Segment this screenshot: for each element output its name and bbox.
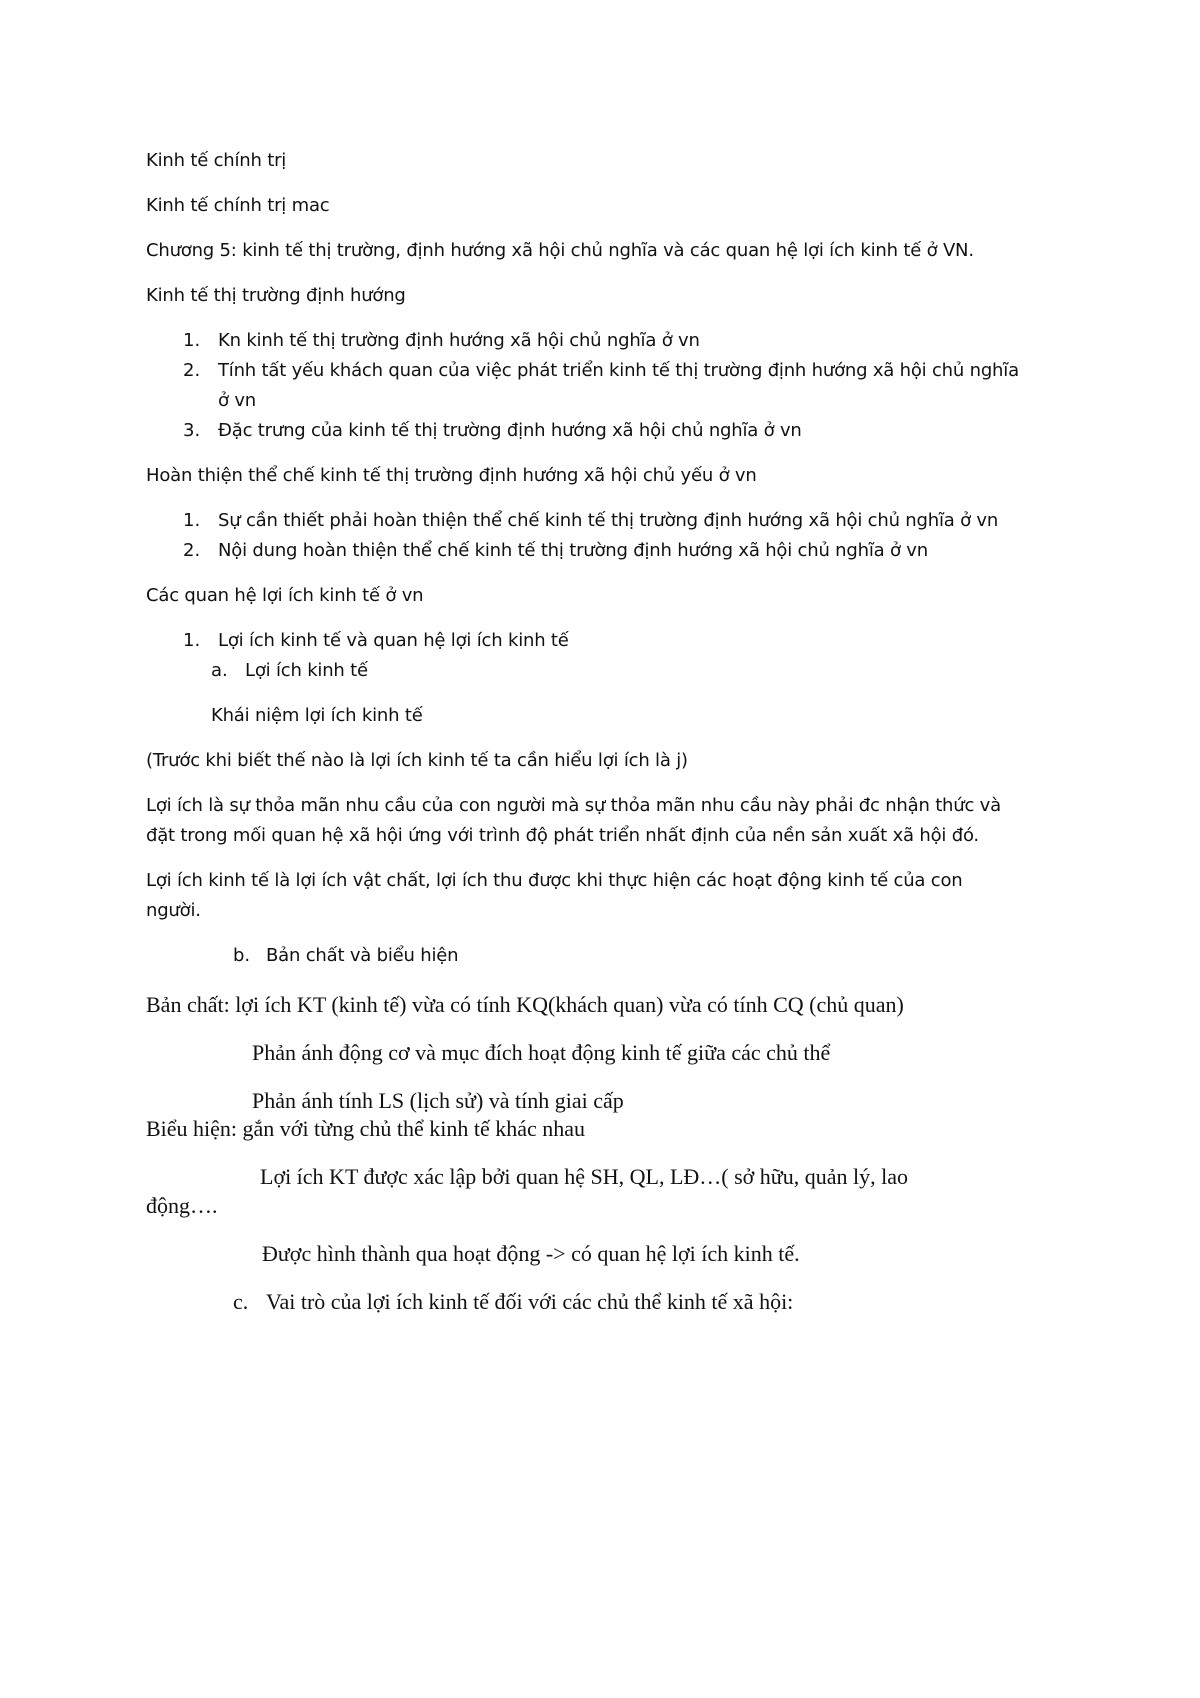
list-number: 1. (183, 330, 201, 351)
definition-line: người. (146, 900, 201, 921)
list-number: 2. (183, 360, 201, 381)
definition-line: Lợi ích là sự thỏa mãn nhu cầu của con người mà sự thỏa mãn nhu cầu này phải đc nhận thức và (146, 795, 1001, 816)
sub-list-item: Lợi ích kinh tế (245, 660, 368, 681)
list-number: 2. (183, 540, 201, 561)
list-item-continuation: ở vn (218, 390, 256, 411)
section-heading-interests: Các quan hệ lợi ích kinh tế ở vn (146, 585, 424, 606)
chapter-heading: Chương 5: kinh tế thị trường, định hướng xã hội chủ nghĩa và các quan hệ lợi ích kinh tế ở VN. (146, 240, 974, 261)
list-item: Tính tất yếu khách quan của việc phát triển kinh tế thị trường định hướng xã hội chủ nghĩa (218, 360, 1019, 381)
list-item: Kn kinh tế thị trường định hướng xã hội chủ nghĩa ở vn (218, 330, 700, 351)
section-heading-institutions: Hoàn thiện thể chế kinh tế thị trường định hướng xã hội chủ yếu ở vn (146, 465, 757, 486)
list-letter: b. (233, 945, 251, 966)
doc-subtitle: Kinh tế chính trị mac (146, 195, 330, 216)
section-heading-market: Kinh tế thị trường định hướng (146, 285, 406, 306)
list-number: 1. (183, 510, 201, 531)
expression-line: Lợi ích KT được xác lập bởi quan hệ SH, QL, LĐ…( sở hữu, quản lý, lao (260, 1164, 908, 1189)
list-item: Đặc trưng của kinh tế thị trường định hướng xã hội chủ nghĩa ở vn (218, 420, 802, 441)
definition-line: Lợi ích kinh tế là lợi ích vật chất, lợi ích thu được khi thực hiện các hoạt động kinh tế của con (146, 870, 963, 891)
list-number: 1. (183, 630, 201, 651)
concept-line: Khái niệm lợi ích kinh tế (211, 705, 423, 726)
list-letter: c. (233, 1289, 249, 1314)
nature-line: Bản chất: lợi ích KT (kinh tế) vừa có tính KQ(khách quan) vừa có tính CQ (chủ quan) (146, 992, 904, 1017)
note-line: (Trước khi biết thế nào là lợi ích kinh tế ta cần hiểu lợi ích là j) (146, 750, 688, 771)
nature-line: Phản ánh động cơ và mục đích hoạt động kinh tế giữa các chủ thể (252, 1040, 831, 1065)
list-item: Sự cần thiết phải hoàn thiện thể chế kinh tế thị trường định hướng xã hội chủ nghĩa ở vn (218, 510, 999, 531)
list-item: Lợi ích kinh tế và quan hệ lợi ích kinh tế (218, 630, 569, 651)
expression-line: động…. (146, 1193, 218, 1218)
expression-line: Biểu hiện: gắn với từng chủ thể kinh tế khác nhau (146, 1116, 586, 1141)
doc-title: Kinh tế chính trị (146, 150, 287, 171)
sub-list-item: Bản chất và biểu hiện (266, 945, 459, 966)
sub-list-item: Vai trò của lợi ích kinh tế đối với các chủ thể kinh tế xã hội: (266, 1289, 794, 1314)
list-letter: a. (211, 660, 228, 681)
nature-line: Phản ánh tính LS (lịch sử) và tính giai cấp (252, 1088, 624, 1113)
expression-line: Được hình thành qua hoạt động -> có quan hệ lợi ích kinh tế. (262, 1241, 800, 1266)
definition-line: đặt trong mối quan hệ xã hội ứng với trình độ phát triển nhất định của nền sản xuất xã hội đó. (146, 825, 979, 846)
list-item: Nội dung hoàn thiện thể chế kinh tế thị trường định hướng xã hội chủ nghĩa ở vn (218, 540, 928, 561)
list-number: 3. (183, 420, 201, 441)
